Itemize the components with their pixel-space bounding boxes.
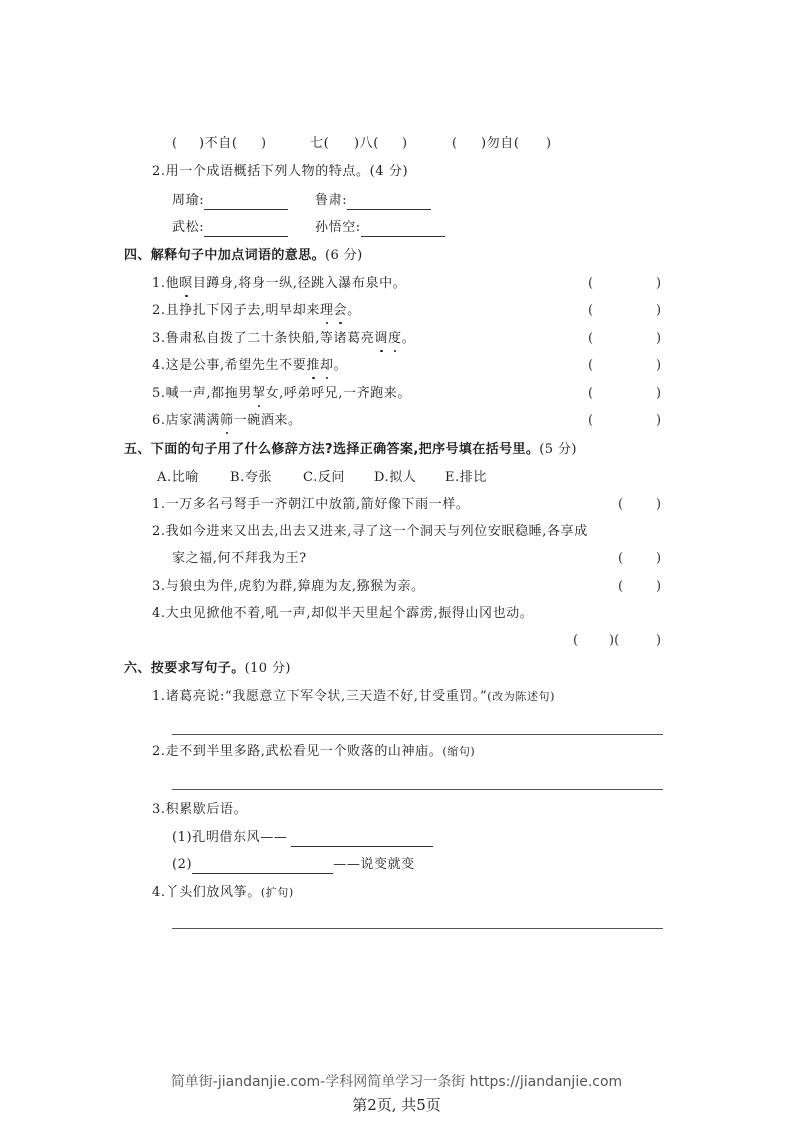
- answer-open[interactable]: (: [588, 413, 594, 428]
- idiom2-mid[interactable]: )八(: [354, 136, 379, 151]
- idiom2-pre[interactable]: 七(: [310, 136, 330, 151]
- answer-line[interactable]: [172, 734, 663, 735]
- item-text: 3.鲁肃私自拨了二十条快船,等诸葛亮: [152, 331, 375, 346]
- item2-requirement: (缩句): [442, 745, 476, 758]
- answer-double[interactable]: )(: [609, 633, 620, 648]
- section6-title: 六、按要求写句子。: [124, 661, 245, 676]
- idiom2-close: ): [402, 136, 408, 151]
- answer-close: ): [656, 497, 662, 512]
- dotted-word: 暝: [179, 276, 193, 291]
- section5-item1: 1.一万多名弓弩手一齐朝江中放箭,箭好像下雨一样。: [152, 497, 470, 512]
- answer-close: ): [656, 386, 662, 401]
- answer-line[interactable]: [172, 789, 663, 790]
- lusu-field[interactable]: [315, 192, 431, 210]
- item-text: 。: [347, 303, 361, 318]
- item-text: 。: [333, 358, 348, 373]
- section5-item4: 4.大虫见掀他不着,吼一声,却似半天里起个霹雳,振得山冈也动。: [152, 606, 534, 621]
- idiom3-close: ): [546, 136, 552, 151]
- option-c: C.反问: [303, 470, 346, 485]
- answer-open[interactable]: (: [618, 497, 624, 512]
- section4-title: 四、解释句子中加点词语的意思。: [124, 248, 326, 263]
- option-e: E.排比: [445, 470, 488, 485]
- answer-line[interactable]: [172, 928, 663, 929]
- dotted-char: 推: [306, 358, 320, 373]
- item1-requirement: (改为陈述句): [487, 690, 556, 703]
- option-b: B.夸张: [230, 470, 273, 485]
- section5-item2-line2: 家之福,何不拜我为王?: [172, 551, 307, 566]
- section5-item2-line1: 2.我如今进来又出去,出去又进来,寻了这一个洞天与列位安眠稳睡,各享成: [152, 524, 588, 539]
- item2-text: 2.走不到半里多路,武松看见一个败落的山神庙。: [152, 744, 443, 759]
- answer-open[interactable]: (: [588, 331, 594, 346]
- dotted-char: 理: [319, 303, 334, 318]
- answer-close: ): [656, 551, 662, 566]
- item-text: 目蹲身,将身一纵,径跳入瀑布泉中。: [192, 276, 407, 291]
- answer-close: ): [656, 276, 662, 291]
- zhouyu-blank[interactable]: [204, 195, 288, 210]
- answer-close: ): [656, 633, 662, 648]
- dotted-char: 度: [387, 331, 402, 346]
- zhouyu-field[interactable]: [172, 192, 288, 210]
- item4-requirement: (扩句): [260, 886, 294, 899]
- section6-item4: [152, 884, 294, 902]
- answer-open[interactable]: (: [588, 386, 594, 401]
- section6-item1: [152, 688, 555, 706]
- item-text: 一碗酒来。: [233, 413, 302, 428]
- section4-heading: [124, 247, 363, 265]
- dotted-word: [320, 303, 347, 318]
- page-number: 第2页, 共5页: [352, 1096, 441, 1114]
- q2-prompt: 2.用一个成语概括下列人物的特点。(4 分): [152, 164, 409, 179]
- answer-open[interactable]: (: [588, 358, 594, 373]
- sunwukong-field[interactable]: [315, 219, 445, 237]
- item-text: 4.这是公事,希望先生不要: [152, 358, 307, 373]
- dotted-word: 挈: [251, 386, 266, 401]
- option-a: A.比喻: [157, 470, 199, 485]
- dotted-char: 调: [374, 331, 388, 346]
- item3a-blank[interactable]: [291, 832, 433, 847]
- dotted-word: 筛: [220, 413, 234, 428]
- item3b-blank[interactable]: [192, 859, 333, 874]
- section4-item: [152, 385, 411, 403]
- item-text: 2.且挣扎下冈子去,明早却来: [152, 303, 320, 318]
- section5-heading: [124, 441, 577, 459]
- section4-item: [152, 357, 347, 375]
- lusu-blank[interactable]: [347, 195, 431, 210]
- zhouyu-label: 周瑜:: [172, 193, 205, 208]
- dotted-word: [374, 331, 401, 346]
- section6-item3: 3.积累歇后语。: [152, 802, 248, 817]
- section6-points: (10 分): [244, 661, 291, 676]
- answer-open[interactable]: (: [588, 276, 594, 291]
- dotted-word-text: [320, 303, 347, 318]
- section6-item2: [152, 743, 475, 761]
- item4-text: 4.丫头们放风筝。: [152, 885, 261, 900]
- item-text: 6.店家满满: [152, 413, 221, 428]
- idiom1-open: (: [172, 136, 178, 151]
- answer-open[interactable]: (: [588, 303, 594, 318]
- section6-item3a: [172, 829, 433, 847]
- dotted-char: 会: [333, 303, 348, 318]
- sunwukong-blank[interactable]: [361, 222, 445, 237]
- answer-close: ): [656, 331, 662, 346]
- section5-title: 五、下面的句子用了什么修辞方法?选择正确答案,把序号填在括号里。: [124, 442, 540, 457]
- section4-points: (6 分): [325, 248, 363, 263]
- wusong-blank[interactable]: [204, 222, 288, 237]
- item-text: 。: [401, 331, 416, 346]
- idiom1-mid[interactable]: )不自(: [199, 136, 238, 151]
- dotted-char: 却: [319, 358, 334, 373]
- footer-watermark: 简单街-jiandanjie.com-学科网简单学习一条街 https://jiandanjie.com: [170, 1074, 623, 1090]
- section4-item: [152, 302, 361, 320]
- answer-open[interactable]: (: [618, 579, 624, 594]
- item3a-text: (1)孔明借东风——: [172, 830, 288, 845]
- answer-open[interactable]: (: [573, 633, 579, 648]
- wusong-label: 武松:: [172, 220, 205, 235]
- item3b-pre: (2): [172, 857, 193, 872]
- answer-close: ): [656, 579, 662, 594]
- idiom1-close: ): [261, 136, 267, 151]
- section5-points: (5 分): [539, 442, 577, 457]
- sunwukong-label: 孙悟空:: [315, 220, 361, 235]
- answer-close: ): [656, 413, 662, 428]
- section4-item: [152, 412, 302, 430]
- section4-item: [152, 330, 415, 348]
- item-text: 5.喊一声,都拖男: [152, 386, 252, 401]
- lusu-label: 鲁肃:: [315, 193, 348, 208]
- item1-text: 1.诸葛亮说:“我愿意立下军令状,三天造不好,甘受重罚。”: [152, 689, 488, 704]
- answer-open[interactable]: (: [618, 551, 624, 566]
- section5-item3: 3.与狼虫为伴,虎豹为群,獐鹿为友,猕猴为亲。: [152, 579, 425, 594]
- answer-close: ): [656, 303, 662, 318]
- section6-heading: [124, 660, 291, 678]
- idiom3-mid[interactable]: )勿自(: [481, 136, 520, 151]
- section6-item3b: [172, 856, 415, 874]
- answer-close: ): [656, 358, 662, 373]
- item3b-post: ——说变就变: [333, 857, 415, 872]
- idiom3-open: (: [452, 136, 458, 151]
- section4-item: [152, 275, 406, 293]
- item-text: 女,呼弟呼兄,一齐跑来。: [265, 386, 412, 401]
- item-text: 1.他: [152, 276, 180, 291]
- dotted-word: [306, 358, 333, 373]
- option-d: D.拟人: [374, 470, 417, 485]
- wusong-field[interactable]: [172, 219, 288, 237]
